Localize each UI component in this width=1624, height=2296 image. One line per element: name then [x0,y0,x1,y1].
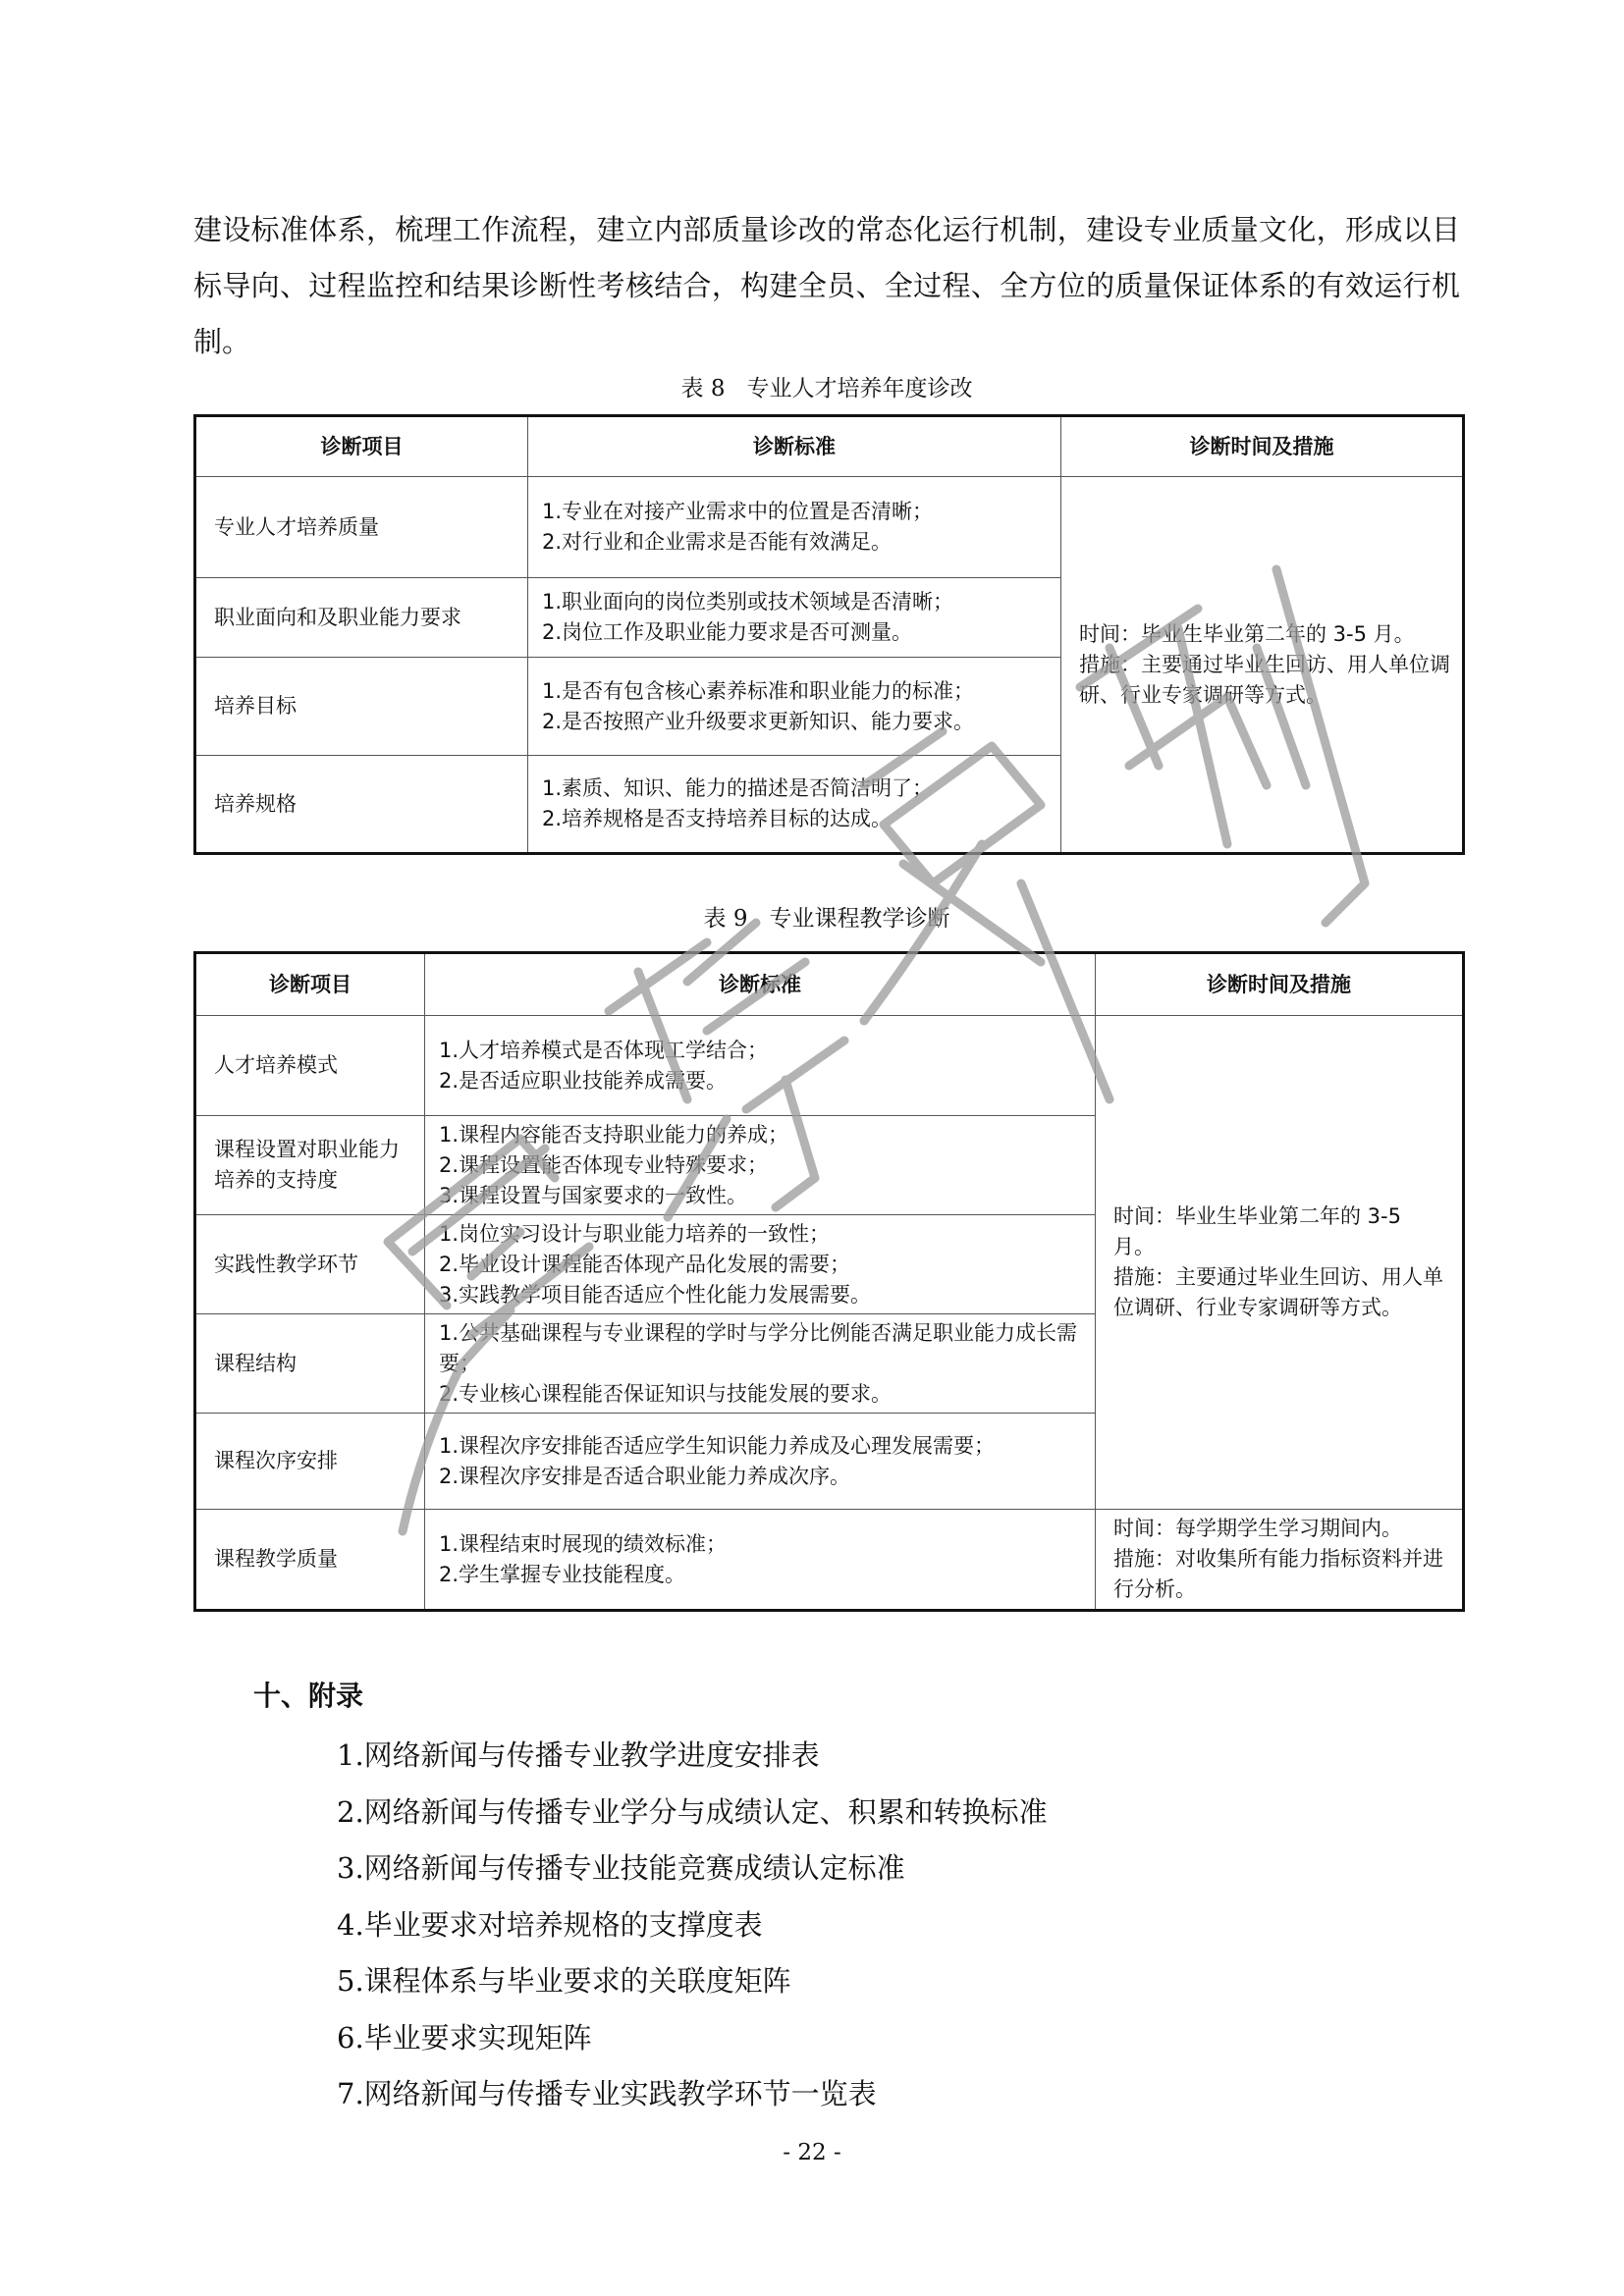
measures-method: 措施：主要通过毕业生回访、用人单位调研、行业专家调研等方式。 [1079,652,1450,707]
table8-header-item: 诊断项目 [195,416,528,477]
table8-row-item: 培养规格 [195,756,528,854]
table9-measures-cell-b [1096,1510,1464,1611]
table8-row-criteria [528,477,1061,578]
table9-header-item: 诊断项目 [195,953,425,1016]
list-item: 1.网络新闻与传播专业教学进度安排表 [337,1738,820,1772]
criteria-line: 2.是否适应职业技能养成需要。 [439,1068,728,1093]
table-row [195,477,1464,578]
table8-caption-title: 专业人才培养年度诊改 [746,376,973,401]
appendix-heading: 十、附录 [253,1680,364,1712]
table9-header-row [195,953,1464,1016]
criteria-line: 1.公共基础课程与专业课程的学时与学分比例能否满足职业能力成长需要； [439,1320,1078,1375]
table9-header-measures: 诊断时间及措施 [1096,953,1464,1016]
criteria-line: 1.课程内容能否支持职业能力的养成； [439,1122,789,1147]
table8-header-measures: 诊断时间及措施 [1061,416,1464,477]
criteria-line: 1.课程次序安排能否适应学生知识能力养成及心理发展需要； [439,1433,996,1458]
table8-row-item: 职业面向和及职业能力要求 [195,578,528,658]
table8-measures-cell [1061,477,1464,854]
table9-caption-number: 表 9 [703,906,748,932]
criteria-line: 3.课程设置与国家要求的一致性。 [439,1183,748,1207]
criteria-line: 2.培养规格是否支持培养目标的达成。 [542,807,893,830]
table9-row-criteria [425,1016,1096,1116]
intro-paragraph: 建设标准体系，梳理工作流程，建立内部质量诊改的常态化运行机制，建设专业质量文化，形成以目标导向、过程监控和结果诊断性考核结合，构建全员、全过程、全方位的质量保证体系的有效运行机制。 [193,213,1460,358]
criteria-line: 2.学生掌握专业技能程度。 [439,1562,686,1586]
measures-method: 措施：主要通过毕业生回访、用人单位调研、行业专家调研等方式。 [1113,1265,1443,1319]
table9-row-criteria [425,1215,1096,1314]
table8-row-criteria [528,578,1061,658]
list-item: 6.毕业要求实现矩阵 [337,2020,592,2055]
table8-row-item: 专业人才培养质量 [195,477,528,578]
table9-row-criteria [425,1414,1096,1510]
table9-row-item: 课程次序安排 [195,1414,425,1510]
table9-row-criteria [425,1116,1096,1215]
page-number: - 22 - [783,2140,841,2165]
list-item: 2.网络新闻与传播专业学分与成绩认定、积累和转换标准 [337,1794,1048,1829]
list-item: 5.课程体系与毕业要求的关联度矩阵 [337,1964,791,1998]
table8-row-item: 培养目标 [195,658,528,756]
criteria-line: 1.人才培养模式是否体现工学结合； [439,1038,769,1062]
table9-row-criteria [425,1314,1096,1414]
table8-caption [193,374,1460,403]
table8-header-row [195,416,1464,477]
table9-caption-title: 专业课程教学诊断 [769,906,950,932]
table8-header-criteria: 诊断标准 [528,416,1061,477]
table-row [195,1510,1464,1611]
table9-row-criteria [425,1510,1096,1611]
table9 [193,951,1465,1612]
table8-row-criteria [528,756,1061,854]
criteria-line: 1.职业面向的岗位类别或技术领域是否清晰； [542,590,954,614]
table9-header-criteria: 诊断标准 [425,953,1096,1016]
appendix-list [337,1728,1048,2123]
table9-row-item: 课程结构 [195,1314,425,1414]
table-row [195,1016,1464,1116]
table9-row-item: 课程设置对职业能力培养的支持度 [195,1116,425,1215]
criteria-line: 2.专业核心课程能否保证知识与技能发展的要求。 [439,1381,893,1406]
criteria-line: 1.课程结束时展现的绩效标准； [439,1531,728,1556]
list-item: 7.网络新闻与传播专业实践教学环节一览表 [337,2077,877,2110]
table8-caption-number: 表 8 [680,376,726,401]
criteria-line: 2.课程次序安排是否适合职业能力养成次序。 [439,1464,851,1488]
measures-time: 时间：每学期学生学习期间内。 [1113,1517,1402,1540]
table9-row-item: 课程教学质量 [195,1510,425,1611]
criteria-line: 1.素质、知识、能力的描述是否简洁明了； [542,776,934,800]
criteria-line: 3.实践教学项目能否适应个性化能力发展需要。 [439,1282,872,1307]
list-item: 4.毕业要求对培养规格的支撑度表 [337,1907,763,1942]
table8 [193,414,1465,855]
list-item: 3.网络新闻与传播专业技能竞赛成绩认定标准 [337,1851,905,1885]
table9-row-item: 人才培养模式 [195,1016,425,1116]
criteria-line: 2.毕业设计课程能否体现产品化发展的需要； [439,1252,851,1276]
measures-method: 措施：对收集所有能力指标资料并进行分析。 [1113,1547,1443,1601]
measures-time: 时间：毕业生毕业第二年的 3-5 月。 [1113,1204,1401,1258]
criteria-line: 2.课程设置能否体现专业特殊要求； [439,1152,769,1177]
criteria-line: 2.是否按照产业升级要求更新知识、能力要求。 [542,709,975,733]
criteria-line: 1.专业在对接产业需求中的位置是否清晰； [542,500,934,523]
table8-row-criteria [528,658,1061,756]
table9-row-item: 实践性教学环节 [195,1215,425,1314]
criteria-line: 2.对行业和企业需求是否能有效满足。 [542,530,893,554]
measures-time: 时间：毕业生毕业第二年的 3-5 月。 [1079,621,1415,646]
table9-measures-cell-a [1096,1016,1464,1510]
table9-caption [193,904,1460,934]
criteria-line: 1.是否有包含核心素养标准和职业能力的标准； [542,678,975,703]
criteria-line: 2.岗位工作及职业能力要求是否可测量。 [542,620,913,644]
criteria-line: 1.岗位实习设计与职业能力培养的一致性； [439,1221,831,1246]
